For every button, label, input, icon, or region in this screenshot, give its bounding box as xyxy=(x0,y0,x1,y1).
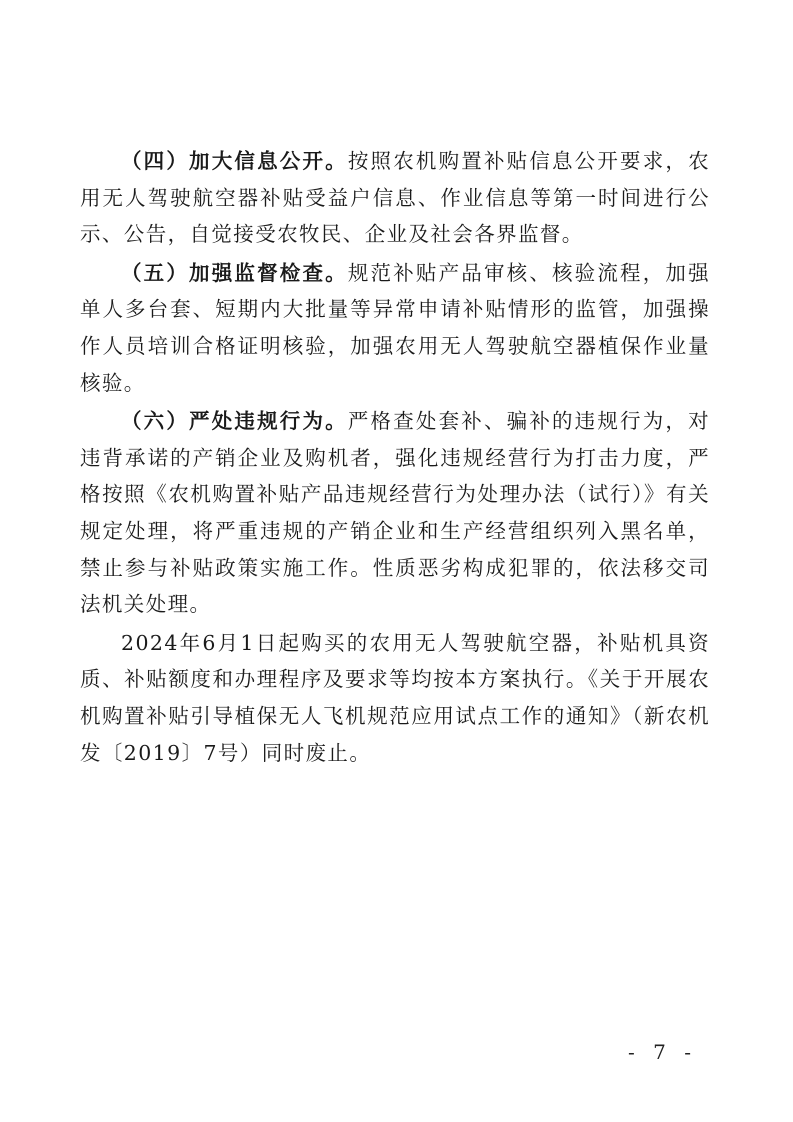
paragraph-text: 按照农机购置补贴信息公开要求，农用无人驾驶航空器补贴受益户信息、作业信息等第一时间进行公示、公告，自觉接受农牧民、企业及社会各界监督。 xyxy=(80,149,710,247)
section-heading: （四）加大信息公开。 xyxy=(121,149,348,173)
section-heading: （五）加强监督检查。 xyxy=(121,260,348,285)
page-number: - 7 - xyxy=(628,1040,697,1064)
section-heading: （六）严处违规行为。 xyxy=(121,409,348,434)
paragraph-text: 严格查处套补、骗补的违规行为，对违背承诺的产销企业及购机者，强化违规经营行为打击力度，严格按照《农机购置补贴产品违规经营行为处理办法（试行）》有关规定处理，将严重违规的产销企业和生产经营组织列入黑名单，禁止参与补贴政策实施工作。性质恶劣构成犯罪的，依法移交司法机关处理。 xyxy=(80,409,710,617)
paragraph-text: 规范补贴产品审核、核验流程，加强单人多台套、短期内大批量等异常申请补贴情形的监管，加强操作人员培训合格证明核验，加强农用无人驾驶航空器植保作业量核验。 xyxy=(80,260,710,395)
paragraph-text: 2024年6月1日起购买的农用无人驾驶航空器，补贴机具资质、补贴额度和办理程序及要求等均按本方案执行。《关于开展农机购置补贴引导植保无人飞机规范应用试点工作的通知》（新农机发〔2019〕7号）同时废止。 xyxy=(80,630,710,765)
body-text xyxy=(80,143,710,771)
paragraph-effective-date xyxy=(80,625,710,771)
paragraph-info-disclosure xyxy=(80,143,710,253)
paragraph-supervision xyxy=(80,255,710,401)
paragraph-violations xyxy=(80,403,710,623)
